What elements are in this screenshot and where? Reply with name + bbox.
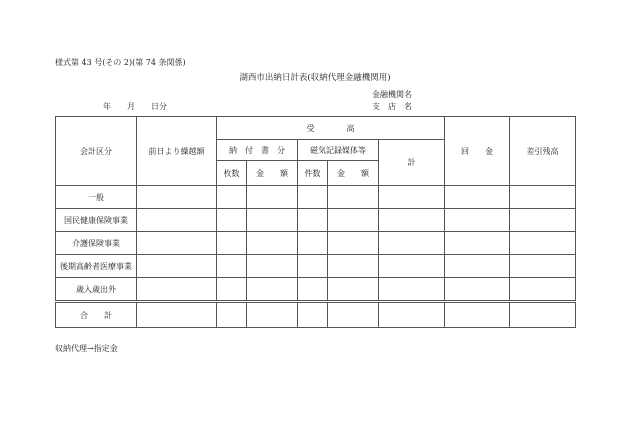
cell[interactable] [445, 209, 510, 232]
row-label: 介護保険事業 [56, 232, 137, 255]
cell[interactable] [217, 186, 247, 209]
cell[interactable] [217, 255, 247, 278]
cell[interactable] [510, 186, 576, 209]
cell[interactable] [137, 232, 217, 255]
row-label: 歳入歳出外 [56, 278, 137, 302]
cell[interactable] [379, 209, 445, 232]
table-row [56, 278, 576, 302]
cell[interactable] [247, 255, 298, 278]
cell[interactable] [298, 255, 328, 278]
total-label: 合 計 [56, 302, 137, 328]
cell[interactable] [510, 232, 576, 255]
table-row [56, 232, 576, 255]
cell[interactable] [510, 209, 576, 232]
row-label: 国民健康保険事業 [56, 209, 137, 232]
row-label: 後期高齢者医療事業 [56, 255, 137, 278]
header-amount-2: 金 額 [328, 161, 379, 186]
ledger-table [55, 116, 576, 328]
header-magnetic: 磁気記録媒体等 [298, 140, 379, 161]
cell[interactable] [247, 186, 298, 209]
cell[interactable] [328, 302, 379, 328]
cell[interactable] [510, 255, 576, 278]
cell[interactable] [247, 302, 298, 328]
header-account: 会計区分 [56, 117, 137, 186]
cell[interactable] [247, 278, 298, 302]
page-title: 湖西市出納日計表(収納代理金融機関用) [239, 73, 391, 83]
cell[interactable] [379, 232, 445, 255]
cell[interactable] [445, 255, 510, 278]
branch-name-label: 支 店 名 [372, 102, 412, 111]
cell[interactable] [137, 302, 217, 328]
cell[interactable] [445, 186, 510, 209]
cell[interactable] [379, 186, 445, 209]
date-label: 年 月 日分 [103, 102, 167, 111]
header-slips: 納 付 書 分 [217, 140, 298, 161]
cell[interactable] [298, 232, 328, 255]
cell[interactable] [298, 186, 328, 209]
cell[interactable] [217, 302, 247, 328]
table-row [56, 255, 576, 278]
header-return: 回 金 [445, 117, 510, 186]
cell[interactable] [379, 255, 445, 278]
footer-note: 収納代理→指定金 [55, 344, 118, 353]
cell[interactable] [328, 232, 379, 255]
header-count: 枚数 [217, 161, 247, 186]
cell[interactable] [445, 232, 510, 255]
cell[interactable] [137, 209, 217, 232]
cell[interactable] [217, 278, 247, 302]
cell[interactable] [445, 302, 510, 328]
cell[interactable] [247, 209, 298, 232]
header-amount: 金 額 [247, 161, 298, 186]
table-row [56, 186, 576, 209]
row-label: 一般 [56, 186, 137, 209]
header-carryover: 前日より繰越額 [137, 117, 217, 186]
cell[interactable] [328, 186, 379, 209]
cell[interactable] [217, 232, 247, 255]
cell[interactable] [379, 302, 445, 328]
cell[interactable] [298, 278, 328, 302]
header-total: 計 [379, 140, 445, 186]
form-id: 様式第 43 号(その 2)(第 74 条関係) [55, 58, 186, 67]
bank-name-label: 金融機関名 [372, 90, 412, 99]
cell[interactable] [445, 278, 510, 302]
cell[interactable] [379, 278, 445, 302]
total-row [56, 302, 576, 328]
cell[interactable] [328, 278, 379, 302]
cell[interactable] [328, 209, 379, 232]
cell[interactable] [298, 302, 328, 328]
cell[interactable] [137, 255, 217, 278]
cell[interactable] [247, 232, 298, 255]
cell[interactable] [510, 278, 576, 302]
cell[interactable] [510, 302, 576, 328]
cell[interactable] [328, 255, 379, 278]
header-items: 件数 [298, 161, 328, 186]
cell[interactable] [217, 209, 247, 232]
cell[interactable] [137, 278, 217, 302]
header-received: 受 高 [217, 117, 445, 140]
table-row [56, 209, 576, 232]
cell[interactable] [298, 209, 328, 232]
header-balance: 差引残高 [510, 117, 576, 186]
cell[interactable] [137, 186, 217, 209]
